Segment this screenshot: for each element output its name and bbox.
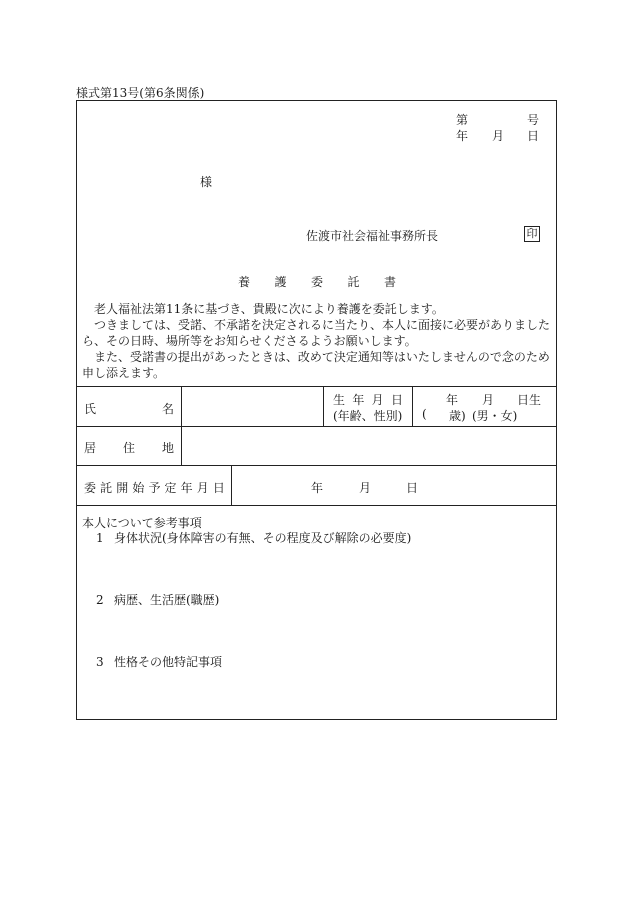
start-date-day: 日	[406, 481, 419, 495]
age-open: (	[422, 407, 427, 421]
name-label-divider	[181, 386, 182, 465]
label-char: 委	[84, 481, 97, 495]
dob-month: 月	[482, 393, 495, 407]
document-title	[238, 273, 396, 290]
start-date-divider	[231, 465, 232, 505]
label-char: 居	[84, 441, 97, 455]
date-month: 月	[492, 129, 505, 143]
reference-item-text: 性格その他特記事項	[114, 655, 223, 669]
reference-heading: 本人について参考事項	[82, 516, 202, 530]
label-char: 定	[164, 481, 177, 495]
label-char: 日	[212, 481, 225, 495]
body-paragraph-1: 老人福祉法第11条に基づき、貴殿に次により養護を委託します。	[94, 302, 444, 316]
title-char: 養	[238, 275, 251, 289]
start-date-month: 月	[359, 481, 372, 495]
label-char: 月	[196, 481, 209, 495]
table-top-line	[76, 386, 557, 387]
reference-item-num: 3	[96, 655, 104, 669]
title-char: 託	[347, 275, 360, 289]
seal-stamp: 印	[524, 226, 540, 242]
label-char: 年	[352, 393, 365, 407]
start-date-year: 年	[311, 481, 324, 495]
label-char: 託	[100, 481, 113, 495]
reference-item-2	[96, 591, 219, 608]
label-char: 氏	[84, 402, 97, 416]
dob-label	[333, 391, 403, 408]
reference-item-text: 身体状況(身体障害の有無、その程度及び解除の必要度)	[114, 531, 412, 545]
name-label	[84, 400, 174, 417]
address-label	[84, 439, 174, 456]
row-divider-1	[76, 426, 557, 427]
row-divider-2	[76, 465, 557, 466]
reference-item-1	[96, 529, 411, 546]
sender-name: 佐渡市社会福祉事務所長	[306, 229, 439, 243]
label-char: 生	[333, 393, 346, 407]
body-paragraph-3: また、受諾書の提出があったときは、改めて決定通知等はいたしませんので念のため申し添えます。	[82, 350, 550, 380]
title-char: 護	[274, 275, 287, 289]
date-year: 年	[456, 129, 469, 143]
title-char: 書	[383, 275, 396, 289]
reference-item-text: 病歴、生活歴(職歴)	[114, 593, 220, 607]
number-prefix: 第	[456, 113, 469, 127]
sex-value: (男・女)	[472, 409, 518, 423]
dob-day-born: 日生	[517, 393, 542, 407]
label-char: 地	[161, 441, 174, 455]
label-char: 予	[148, 481, 161, 495]
address-value-cell[interactable]	[183, 428, 555, 463]
reference-item-3	[96, 653, 222, 670]
age-value: 歳)	[449, 409, 466, 423]
form-label: 様式第13号(第6条関係)	[76, 86, 205, 100]
dob-year: 年	[446, 393, 459, 407]
dob-sub-label: (年齢、性別)	[333, 409, 403, 423]
label-char: 月	[371, 393, 384, 407]
date-day: 日	[527, 129, 540, 143]
label-char: 住	[122, 441, 135, 455]
label-char: 名	[161, 402, 174, 416]
reference-item-num: 2	[96, 593, 104, 607]
dob-label-right-divider	[412, 386, 413, 426]
reference-item-num: 1	[96, 531, 104, 545]
number-suffix: 号	[527, 113, 540, 127]
title-char: 委	[310, 275, 323, 289]
label-char: 開	[116, 481, 129, 495]
label-char: 年	[180, 481, 193, 495]
label-char: 始	[132, 481, 145, 495]
name-value-cell[interactable]	[183, 388, 321, 424]
row-divider-3	[76, 505, 557, 506]
dob-label-left-divider	[323, 386, 324, 426]
label-char: 日	[390, 393, 403, 407]
addressee-suffix: 様	[200, 175, 213, 189]
start-date-label	[84, 479, 225, 496]
body-paragraph-2: つきましては、受諾、不承諾を決定されるに当たり、本人に面接に必要がありましたら、その日時、場所等をお知らせくださるようお願いします。	[82, 318, 551, 348]
